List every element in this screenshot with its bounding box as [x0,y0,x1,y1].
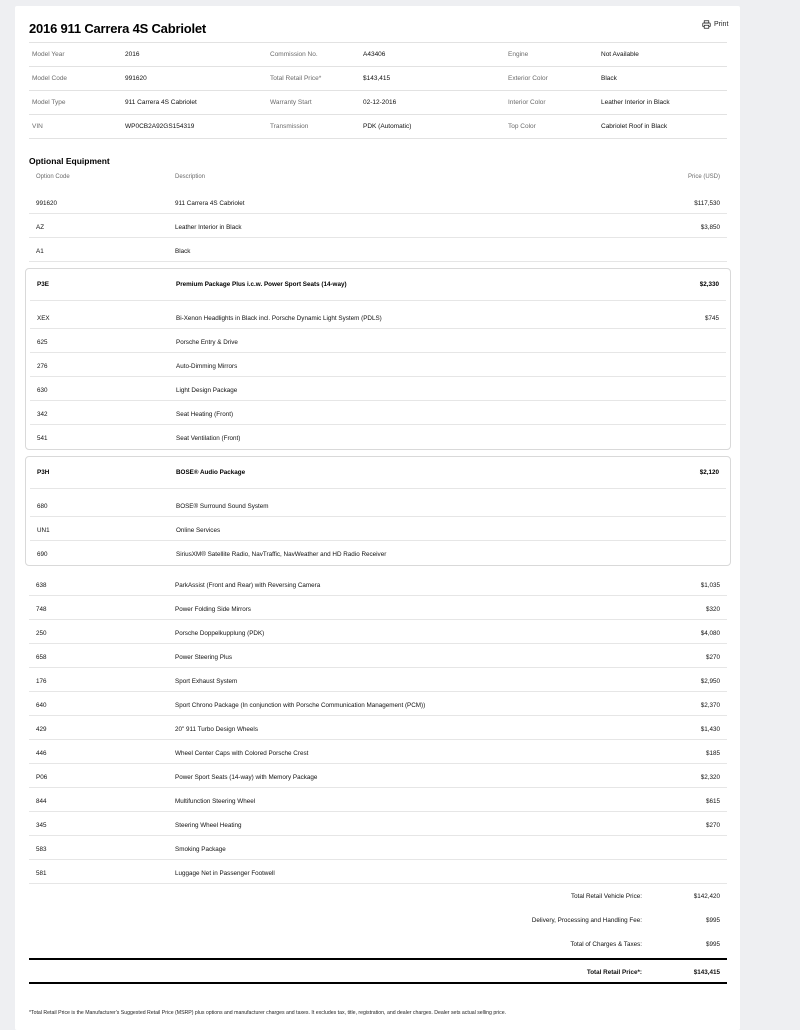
spec-value: 911 Carrera 4S Cabriolet [125,99,197,106]
package-group [25,456,731,566]
spec-value: WP0CB2A92GS154319 [125,123,195,130]
spec-value: 2016 [125,51,140,58]
option-description: Porsche Doppelkupplung (PDK) [175,630,265,637]
option-description: Luggage Net in Passenger Footwell [175,870,275,877]
option-code: 583 [36,846,47,853]
table-row [30,305,726,329]
option-description: Smoking Package [175,846,226,853]
header-option-code: Option Code [36,174,70,180]
spec-value: PDK (Automatic) [363,123,412,130]
option-description: Power Sport Seats (14-way) with Memory Package [175,774,318,781]
option-code: 690 [37,551,48,558]
option-description: 911 Carrera 4S Cabriolet [175,200,245,207]
option-price: $2,330 [699,281,719,288]
grand-total-row [29,958,727,984]
table-row [29,190,727,214]
spec-label: Top Color [508,123,536,130]
table-row [29,668,727,692]
package-group [25,268,731,450]
option-code: 680 [37,503,48,510]
grand-total-value: $143,415 [693,969,720,976]
total-row [29,908,727,932]
option-description: Sport Chrono Package (In conjunction with Porsche Communication Management (PCM)) [175,702,426,709]
option-description: Wheel Center Caps with Colored Porsche Crest [175,750,309,757]
option-code: 638 [36,582,47,589]
grand-total-label: Total Retail Price*: [586,969,642,976]
table-row [29,692,727,716]
spec-value: Cabriolet Roof in Black [601,123,668,130]
option-code: XEX [37,315,50,322]
option-description: Multifunction Steering Wheel [175,798,256,805]
option-description: Porsche Entry & Drive [176,339,238,346]
footnote: *Total Retail Price is the Manufacturer's Suggested Retail Price (MSRP) plus options and manufacturer charges and taxes. It excludes tax, title, registration, and dealer charges. Dealer sets actual selling price. [29,1010,507,1016]
option-code: P3E [37,281,49,288]
spec-label: Total Retail Price* [270,75,322,82]
table-row [30,329,726,353]
table-row [29,812,727,836]
spec-row [29,43,727,67]
table-row [30,541,726,565]
option-price: $1,035 [700,582,720,589]
spec-value: 991620 [125,75,147,82]
option-price: $615 [705,798,720,805]
option-code: 342 [37,411,48,418]
option-description: Light Design Package [176,387,238,394]
spec-value: Not Available [601,51,639,58]
spec-value: Black [601,75,617,82]
total-label: Total Retail Vehicle Price: [570,893,642,900]
spec-label: Exterior Color [508,75,548,82]
option-price: $270 [705,822,720,829]
option-price: $2,320 [700,774,720,781]
spec-row [29,115,727,139]
total-value: $995 [705,917,720,924]
option-description: BOSE® Audio Package [176,469,246,476]
table-row [30,517,726,541]
option-code: UN1 [37,527,50,534]
option-code: 250 [36,630,47,637]
option-code: 176 [36,678,47,685]
table-row [29,214,727,238]
option-price: $1,430 [700,726,720,733]
spec-label: Model Year [32,51,65,58]
option-price: $4,080 [700,630,720,637]
option-price: $2,370 [700,702,720,709]
spec-row [29,67,727,91]
option-price: $745 [704,315,719,322]
spec-label: Transmission [270,123,309,130]
spec-row [29,91,727,115]
vehicle-details-card [15,6,740,1030]
totals-section [29,884,727,984]
option-price: $270 [705,654,720,661]
table-row [29,836,727,860]
option-description: 20" 911 Turbo Design Wheels [175,726,258,733]
spec-label: Model Code [32,75,68,82]
spec-value: $143,415 [363,75,391,82]
total-row [29,884,727,908]
spec-label: Commission No. [270,51,318,58]
option-price: $2,950 [700,678,720,685]
option-price: $2,120 [699,469,719,476]
page-title: 2016 911 Carrera 4S Cabriolet [29,21,207,36]
option-price: $320 [705,606,720,613]
option-description: Seat Heating (Front) [176,411,234,418]
table-row [29,764,727,788]
vehicle-spec-table [29,42,727,139]
table-row [29,238,727,262]
table-row [30,401,726,425]
option-description: Bi-Xenon Headlights in Black incl. Porsche Dynamic Light System (PDLS) [176,315,382,322]
table-row [29,596,727,620]
option-description: Power Steering Plus [175,654,233,661]
spec-label: Interior Color [508,99,546,106]
total-row [29,932,727,956]
option-price: $117,530 [694,200,720,207]
option-description: Sport Exhaust System [175,678,238,685]
option-code: 844 [36,798,47,805]
option-description: Steering Wheel Heating [175,822,242,829]
spec-label: Engine [508,51,529,58]
option-code: P3H [37,469,50,476]
option-code: 630 [37,387,48,394]
option-code: P06 [36,774,48,781]
option-code: 541 [37,435,48,442]
printer-icon [702,20,711,29]
spec-value: Leather Interior in Black [601,99,670,106]
option-description: Power Folding Side Mirrors [175,606,251,613]
option-description: ParkAssist (Front and Rear) with Reversing Camera [175,582,321,589]
option-code: AZ [36,224,45,231]
header-description: Description [175,174,206,180]
table-row [29,716,727,740]
option-code: 658 [36,654,47,661]
total-value: $142,420 [693,893,720,900]
table-row [30,353,726,377]
option-description: BOSE® Surround Sound System [176,503,269,510]
option-description: Seat Ventilation (Front) [176,435,241,442]
spec-value: 02-12-2016 [363,99,397,106]
spec-label: Warranty Start [270,99,312,106]
option-price: $185 [705,750,720,757]
option-description: Auto-Dimming Mirrors [176,363,238,370]
spec-label: Model Type [32,99,66,106]
option-code: 991620 [36,200,58,207]
spec-value: A43406 [363,51,386,58]
table-row [30,377,726,401]
option-description: SiriusXM® Satellite Radio, NavTraffic, NavWeather and HD Radio Receiver [176,551,387,558]
table-row [29,740,727,764]
option-code: 276 [37,363,48,370]
option-code: 625 [37,339,48,346]
option-code: 429 [36,726,47,733]
table-row [29,644,727,668]
option-description: Premium Package Plus i.c.w. Power Sport Seats (14-way) [176,281,347,288]
table-row [29,572,727,596]
spec-label: VIN [32,123,43,130]
table-row [29,620,727,644]
option-code: 748 [36,606,47,613]
option-code: 446 [36,750,47,757]
option-code: 345 [36,822,47,829]
option-code: 640 [36,702,47,709]
total-value: $995 [705,941,720,948]
print-button[interactable] [702,20,728,29]
total-label: Delivery, Processing and Handling Fee: [531,917,642,924]
option-price: $3,850 [700,224,720,231]
table-row [29,788,727,812]
optional-equipment-list [29,190,727,984]
header-price: Price (USD) [687,174,720,180]
table-row [29,860,727,884]
option-code: 581 [36,870,47,877]
print-label: Print [714,21,729,28]
table-row [30,425,726,449]
option-code: A1 [36,248,44,255]
total-label: Total of Charges & Taxes: [570,941,642,948]
package-header-row [30,269,726,301]
optional-equipment-title: Optional Equipment [29,156,110,166]
option-description: Black [175,248,191,255]
option-description: Leather Interior in Black [175,224,242,231]
table-row [30,493,726,517]
package-header-row [30,457,726,489]
option-description: Online Services [176,527,221,534]
